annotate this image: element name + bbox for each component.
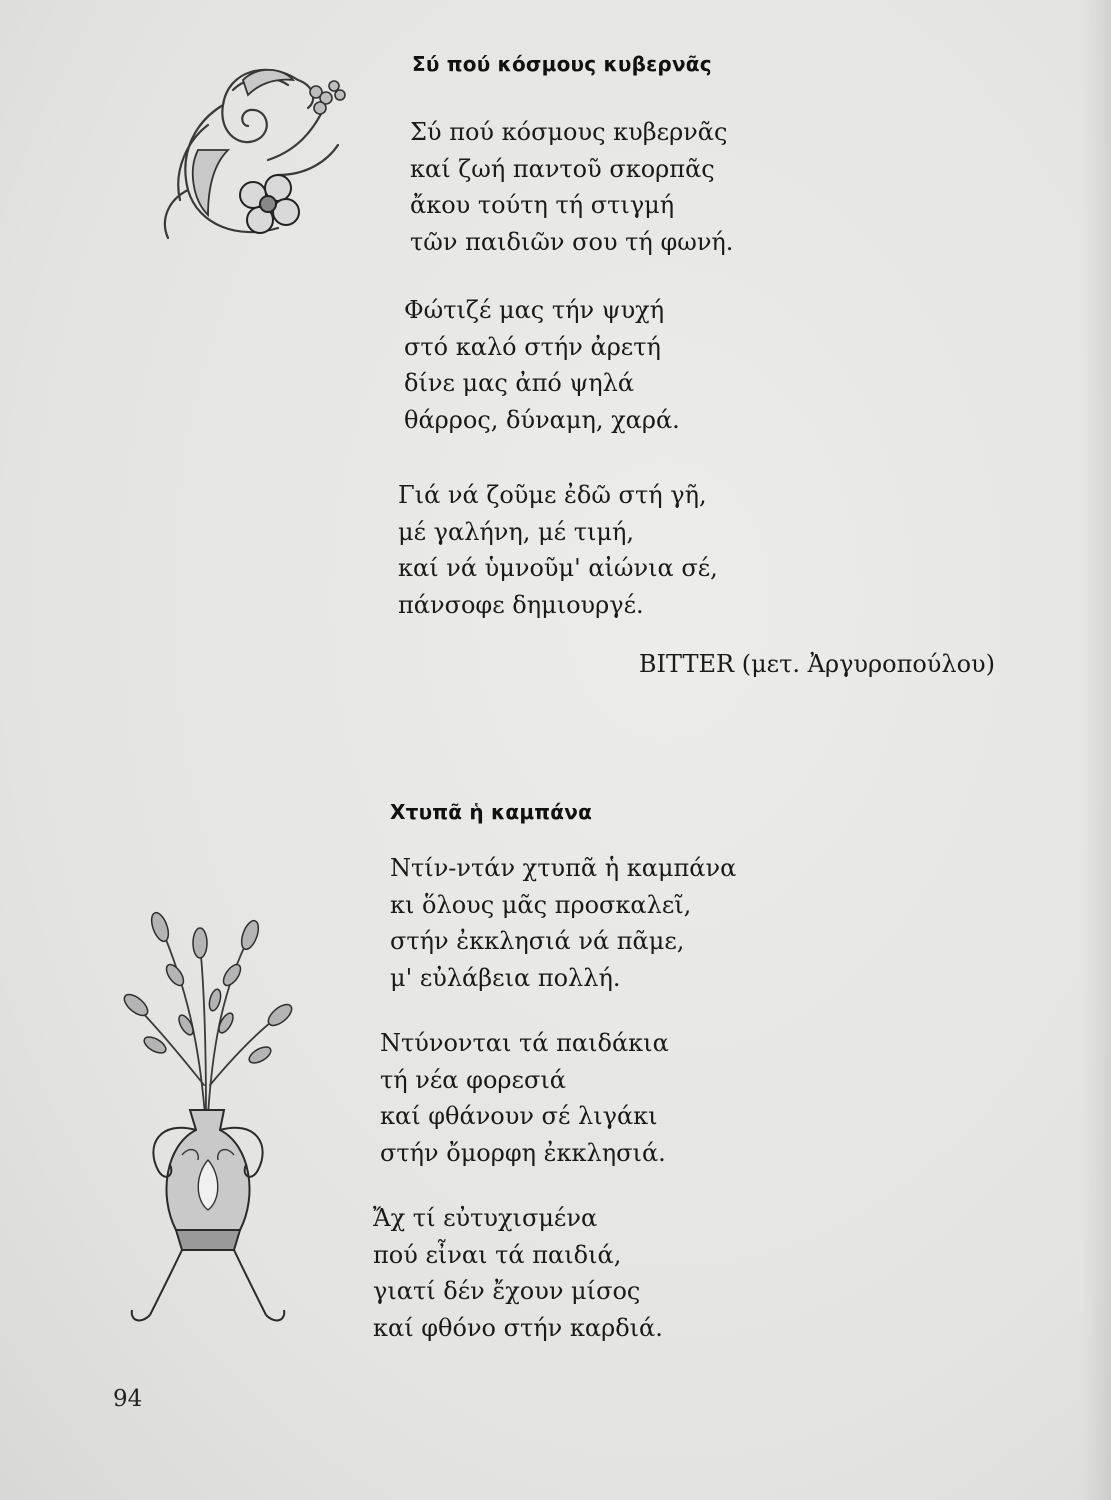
poem-line: Ντίν-ντάν χτυπᾶ ἡ καμπάνα (390, 854, 737, 882)
page-gutter-shadow (1081, 0, 1111, 1500)
poem-line: πού εἶναι τά παιδιά, (373, 1240, 622, 1269)
poem-line: δίνε μας ἀπό ψηλά (404, 369, 635, 397)
poem-2-stanza-3 (373, 1200, 663, 1346)
poem-line: Σύ πού κόσμους κυβερνᾶς (410, 118, 728, 146)
poem-line: καί νά ὑμνοῦμ' αἰώνια σέ, (398, 554, 718, 582)
poem-2-stanza-2 (380, 1025, 669, 1171)
poem-1-stanza-1 (410, 114, 733, 260)
poem-line: κι ὅλους μᾶς προσκαλεῖ, (390, 890, 692, 919)
poem-2-stanza-1 (390, 850, 736, 996)
poem-line: Ντύνονται τά παιδάκια (380, 1029, 669, 1057)
poem-line: Ἄχ τί εὐτυχισμένα (373, 1204, 598, 1232)
poem-line: μ' εὐλάβεια πολλή. (390, 963, 621, 992)
poem-line: καί φθόνο στήν καρδιά. (373, 1313, 663, 1342)
poem-line: Γιά νά ζοῦμε ἐδῶ στή γῆ, (398, 481, 707, 509)
flower-vase-ornament (120, 905, 295, 1345)
poem-line: καί ζωή παντοῦ σκορπᾶς (410, 154, 715, 183)
poem-line: στήν ὄμορφη ἐκκλησιά. (380, 1138, 666, 1167)
poem-line: θάρρος, δύναμη, χαρά. (404, 405, 680, 434)
page-number: 94 (113, 1386, 143, 1412)
poem-line: τῶν παιδιῶν σου τή φωνή. (410, 227, 734, 256)
poem-1-title: Σύ πού κόσμους κυβερνᾶς (412, 52, 712, 76)
poem-line: γιατί δέν ἔχουν μίσος (373, 1277, 641, 1305)
poem-1-attribution: BITTER (μετ. Ἀργυροπούλου) (638, 650, 995, 678)
poem-2-title: Χτυπᾶ ἡ καμπάνα (390, 800, 593, 824)
poem-line: Φώτιζέ μας τήν ψυχή (404, 296, 665, 324)
poem-line: πάνσοφε δημιουργέ. (398, 590, 644, 619)
poem-line: ἄκου τούτη τή στιγμή (410, 191, 675, 219)
poem-line: στό καλό στήν ἀρετή (404, 332, 661, 361)
poem-line: στήν ἐκκλησιά νά πᾶμε, (390, 927, 685, 955)
poem-1-stanza-2 (404, 292, 680, 438)
acanthus-flower-ornament (148, 50, 348, 245)
poem-1-stanza-3 (398, 477, 718, 623)
poem-line: τή νέα φορεσιά (380, 1065, 566, 1094)
poem-line: μέ γαλήνη, μέ τιμή, (398, 517, 634, 546)
poem-line: καί φθάνουν σέ λιγάκι (380, 1102, 658, 1130)
